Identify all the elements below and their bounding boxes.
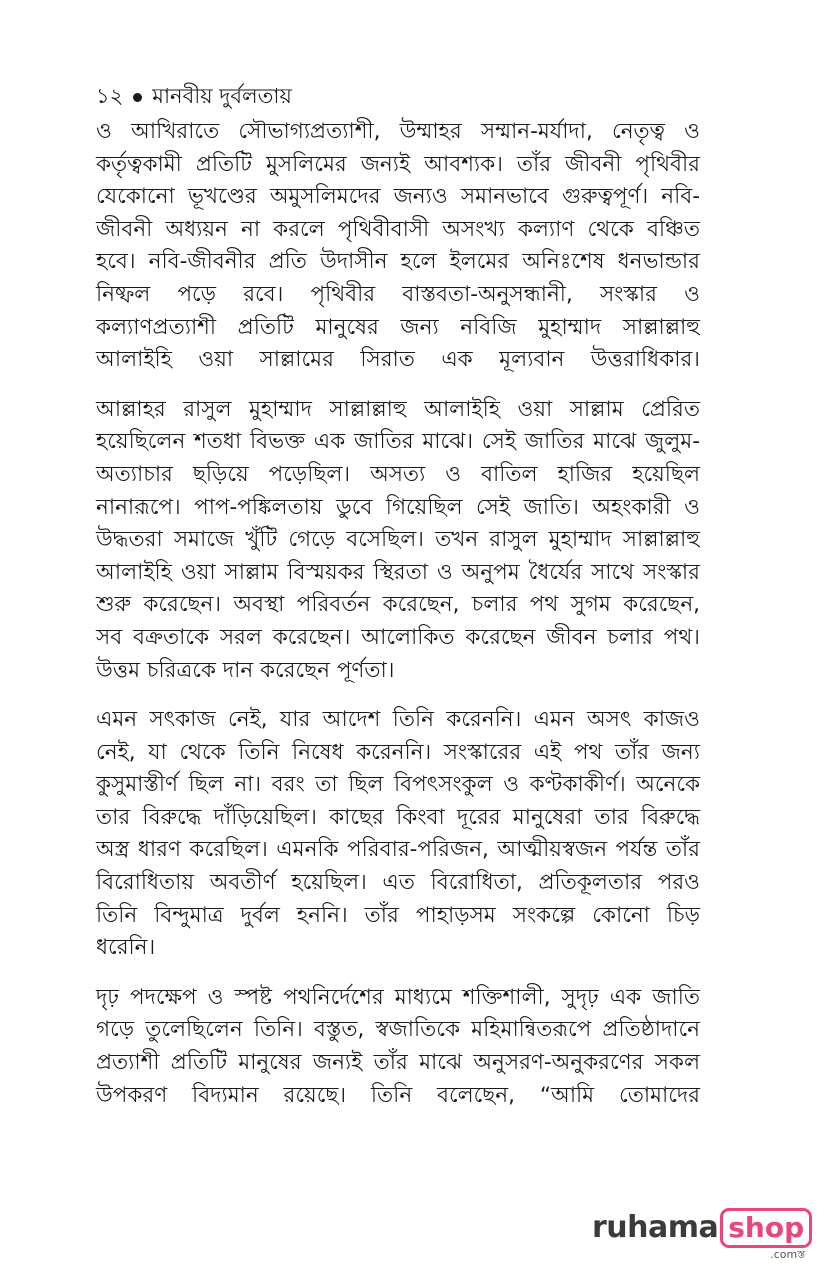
text-line: আলাইহি ওয়া সাল্লাম বিস্ময়কর স্থিরতা ও অনুপম ধৈর্যের সাথে সংস্কার bbox=[96, 559, 700, 585]
running-title: মানবীয় দুর্বলতায় bbox=[152, 84, 292, 108]
text-line: সব বক্রতাকে সরল করেছেন। আলোকিত করেছেন জীবন চলার পথ। bbox=[96, 624, 700, 650]
text-line: কল্যাণপ্রত্যাশী প্রতিটি মানুষের জন্য নবিজি মুহাম্মাদ সাল্লাল্লাহু bbox=[96, 314, 700, 340]
paragraph-4 bbox=[96, 982, 700, 1112]
page-header bbox=[96, 80, 292, 115]
publisher-logo bbox=[592, 1208, 812, 1261]
text-line: আল্লাহর রাসুল মুহাম্মাদ সাল্লাল্লাহু আলাইহি ওয়া সাল্লাম প্রেরিত bbox=[96, 396, 700, 422]
text-line: প্রত্যাশী প্রতিটি মানুষের জন্যই তাঁর মাঝে অনুসরণ-অনুকরণের সকল bbox=[96, 1050, 700, 1076]
text-line: তার বিরুদ্ধে দাঁড়িয়েছিল। কাছের কিংবা দূরের মানুষেরা তার বিরুদ্ধে bbox=[96, 804, 700, 830]
body-text bbox=[96, 116, 700, 1129]
paragraph-3 bbox=[96, 704, 700, 965]
text-line: নেই, যা থেকে তিনি নিষেধ করেননি। সংস্কারের এই পথ তাঁর জন্য bbox=[96, 739, 700, 765]
text-line: বিরোধিতায় অবতীর্ণ হয়েছিল। এত বিরোধিতা, প্রতিকূলতার পরও bbox=[96, 870, 700, 896]
bullet-dot-icon bbox=[133, 93, 142, 102]
text-line: ধরেনি। bbox=[96, 935, 156, 961]
text-line: নানারূপে। পাপ-পঙ্কিলতায় ডুবে গিয়েছিল সেই জাতি। অহংকারী ও bbox=[96, 494, 700, 520]
text-line: আলাইহি ওয়া সাল্লামের সিরাত এক মূল্যবান উত্তরাধিকার। bbox=[96, 347, 700, 373]
text-line: তিনি বিন্দুমাত্র দুর্বল হননি। তাঁর পাহাড়সম সংকল্পে কোনো চিড় bbox=[96, 902, 700, 928]
page-number: ১২ bbox=[96, 84, 124, 108]
text-line: উত্তম চরিত্রকে দান করেছেন পূর্ণতা। bbox=[96, 657, 395, 683]
text-line: শুরু করেছেন। অবস্থা পরিবর্তন করেছেন, চলার পথ সুগম করেছেন, bbox=[96, 592, 700, 618]
text-line: অস্ত্র ধারণ করেছিল। এমনকি পরিবার-পরিজন, আত্মীয়স্বজন পর্যন্ত তাঁর bbox=[96, 837, 700, 863]
text-line: উদ্ধতরা সমাজে খুঁটি গেড়ে বসেছিল। তখন রাসুল মুহাম্মাদ সাল্লাল্লাহু bbox=[96, 527, 700, 553]
text-line: হয়েছিলেন শতধা বিভক্ত এক জাতির মাঝে। সেই জাতির মাঝে জুলুম- bbox=[96, 429, 700, 455]
text-line: দৃঢ় পদক্ষেপ ও স্পষ্ট পথনির্দেশের মাধ্যমে শক্তিশালী, সুদৃঢ় এক জাতি bbox=[96, 984, 700, 1010]
text-line: হবে। নবি-জীবনীর প্রতি উদাসীন হলে ইলমের অনিঃশেষ ধনভান্ডার bbox=[96, 249, 700, 275]
text-line: নিষ্ফল পড়ে রবে। পৃথিবীর বাস্তবতা-অনুসন্ধানী, সংস্কার ও bbox=[96, 281, 700, 307]
logo-domain: .comস্ত bbox=[770, 1248, 806, 1261]
text-line: জীবনী অধ্যয়ন না করলে পৃথিবীবাসী অসংখ্য কল্যাণ থেকে বঞ্চিত bbox=[96, 216, 700, 242]
text-line: কুসুমাস্তীর্ণ ছিল না। বরং তা ছিল বিপৎসংকুল ও কণ্টকাকীর্ণ। অনেকে bbox=[96, 772, 700, 798]
text-line: যেকোনো ভূখণ্ডের অমুসলিমদের জন্যও সমানভাবে গুরুত্বপূর্ণ। নবি- bbox=[96, 184, 700, 210]
text-line: ও আখিরাতে সৌভাগ্যপ্রত্যাশী, উম্মাহর সম্মান-মর্যাদা, নেতৃত্ব ও bbox=[96, 119, 700, 144]
text-line: অত্যাচার ছড়িয়ে পড়েছিল। অসত্য ও বাতিল হাজির হয়েছিল bbox=[96, 461, 700, 487]
paragraph-1 bbox=[96, 116, 700, 377]
text-line: উপকরণ বিদ্যমান রয়েছে। তিনি বলেছেন, “আমি তোমাদের bbox=[96, 1082, 700, 1108]
text-line: কর্তৃত্বকামী প্রতিটি মুসলিমের জন্যই আবশ্যক। তাঁর জীবনী পৃথিবীর bbox=[96, 151, 700, 177]
logo-shop-box bbox=[720, 1208, 812, 1261]
text-line: গড়ে তুলেছিলেন তিনি। বস্তুত, স্বজাতিকে মহিমান্বিতরূপে প্রতিষ্ঠাদানে bbox=[96, 1017, 700, 1043]
logo-brand: ruhama bbox=[592, 1210, 719, 1245]
paragraph-2 bbox=[96, 394, 700, 687]
logo-shop: shop bbox=[728, 1211, 805, 1244]
text-line: এমন সৎকাজ নেই, যার আদেশ তিনি করেননি। এমন অসৎ কাজও bbox=[96, 707, 700, 733]
